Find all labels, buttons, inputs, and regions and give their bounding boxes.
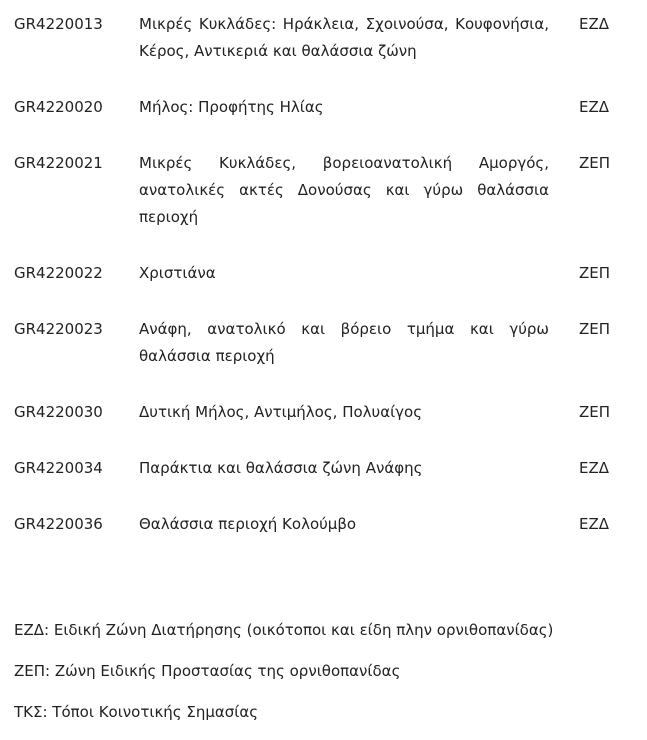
site-code: GR4220030 (14, 403, 103, 421)
legend-item-ezd: ΕΖΔ: Ειδική Ζώνη Διατήρησης (οικότοποι και είδη πλην ορνιθοπανίδας) (14, 621, 554, 639)
table-row (14, 399, 634, 426)
site-name: Μικρές Κυκλάδες: Ηράκλεια, Σχοινούσα, Κουφονήσια, Κέρος, Αντικεριά και θαλάσσια ζώνη (139, 15, 549, 60)
site-code: GR4220022 (14, 264, 103, 282)
site-type: ΕΖΔ (579, 15, 610, 33)
site-name: Δυτική Μήλος, Αντιμήλος, Πολυαίγος (139, 403, 423, 421)
legend-item-tks: ΤΚΣ: Τόποι Κοινοτικής Σημασίας (14, 703, 259, 721)
table-row (14, 11, 634, 65)
site-code: GR4220036 (14, 515, 103, 533)
site-code: GR4220023 (14, 320, 103, 338)
site-name: Χριστιάνα (139, 264, 216, 282)
site-name: Θαλάσσια περιοχή Κολούμβο (139, 515, 357, 533)
site-type: ΕΖΔ (579, 459, 610, 477)
site-code: GR4220013 (14, 15, 103, 33)
site-type: ΖΕΠ (579, 154, 611, 172)
site-name: Μικρές Κυκλάδες, βορειοανατολική Αμοργός, ανατολικές ακτές Δονούσας και γύρω θαλάσσια περιοχή (139, 154, 549, 226)
table-row (14, 316, 634, 370)
site-name: Μήλος: Προφήτης Ηλίας (139, 98, 324, 116)
site-code: GR4220034 (14, 459, 103, 477)
table-row (14, 94, 634, 121)
site-name: Παράκτια και θαλάσσια ζώνη Ανάφης (139, 459, 423, 477)
natura-sites-table (14, 11, 634, 567)
site-code: GR4220020 (14, 98, 103, 116)
site-type: ΕΖΔ (579, 515, 610, 533)
site-code: GR4220021 (14, 154, 103, 172)
table-row (14, 150, 634, 231)
legend-item-zep: ΖΕΠ: Ζώνη Ειδικής Προστασίας της ορνιθοπανίδας (14, 662, 401, 680)
table-row (14, 455, 634, 482)
abbreviation-legend (14, 617, 634, 740)
site-type: ΕΖΔ (579, 98, 610, 116)
site-type: ΖΕΠ (579, 320, 611, 338)
table-row (14, 260, 634, 287)
site-type: ΖΕΠ (579, 264, 611, 282)
site-type: ΖΕΠ (579, 403, 611, 421)
table-row (14, 511, 634, 538)
site-name: Ανάφη, ανατολικό και βόρειο τμήμα και γύρω θαλάσσια περιοχή (139, 320, 549, 365)
